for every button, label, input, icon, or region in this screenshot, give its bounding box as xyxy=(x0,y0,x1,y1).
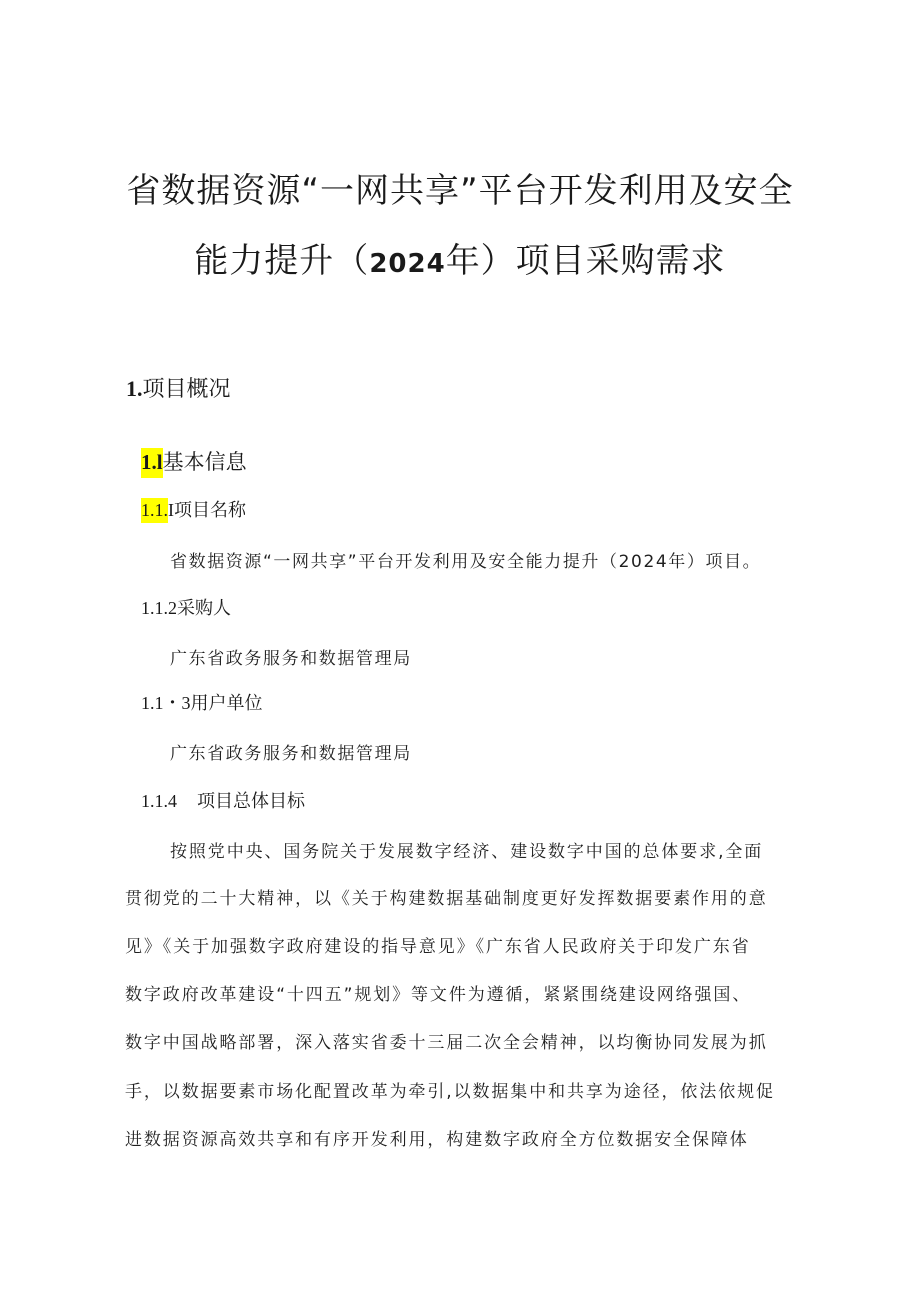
item-heading-1-1-3 xyxy=(141,689,263,715)
item-heading-1-1-4 xyxy=(141,787,305,813)
section-number: 1. xyxy=(126,376,143,401)
item-number-suffix: I xyxy=(168,500,174,520)
document-title-line-1 xyxy=(0,163,920,212)
highlighted-item-number: 1.1. xyxy=(141,498,168,523)
item-label: 项目名称 xyxy=(174,500,246,521)
paragraph-line: 数字中国战略部署，深入落实省委十三届二次全会精神，以均衡协同发展为抓 xyxy=(125,1033,768,1053)
item-content-project-name: 省数据资源“一网共享”平台开发利用及安全能力提升（2024年）项目。 xyxy=(170,552,762,572)
paragraph-line: 贯彻党的二十大精神，以《关于构建数据基础制度更好发挥数据要素作用的意 xyxy=(125,889,768,909)
item-heading-1-1-2 xyxy=(141,594,231,620)
section-label: 项目概况 xyxy=(142,377,231,402)
section-heading-1 xyxy=(126,372,231,403)
item-content-user-unit: 广东省政务服务和数据管理局 xyxy=(170,744,412,764)
title-text-2a: 能力提升（ xyxy=(194,241,370,281)
title-year: 2024 xyxy=(369,249,446,279)
paragraph-line: 数字政府改革建设“十四五”规划》等文件为遵循，紧紧围绕建设网络强国、 xyxy=(125,985,752,1005)
title-text-2b: 年）项目采购需求 xyxy=(445,241,726,281)
item-number: 1.1・3 xyxy=(141,693,191,713)
title-text-1: 省数据资源“一网共享”平台开发利用及安全 xyxy=(126,171,794,211)
item-number: 1.1.2 xyxy=(141,598,177,618)
subsection-label: 基本信息 xyxy=(162,450,247,474)
paragraph-line: 见》《关于加强数字政府建设的指导意见》《广东省人民政府关于印发广东省 xyxy=(125,937,751,957)
paragraph-line: 进数据资源高效共享和有序开发利用，构建数字政府全方位数据安全保障体 xyxy=(125,1130,749,1150)
subsection-heading-1-1 xyxy=(141,446,247,476)
item-heading-1-1-1 xyxy=(141,496,246,522)
item-content-purchaser: 广东省政务服务和数据管理局 xyxy=(170,649,412,669)
paragraph-line: 按照党中央、国务院关于发展数字经济、建设数字中国的总体要求,全面 xyxy=(170,842,764,862)
document-title-line-2 xyxy=(0,233,920,282)
paragraph-line: 手，以数据要素市场化配置改革为牵引,以数据集中和共享为途径，依法依规促 xyxy=(125,1082,775,1102)
item-label: 用户单位 xyxy=(190,693,263,714)
item-number: 1.1.4 xyxy=(141,791,177,811)
highlighted-section-number: 1.l xyxy=(141,448,163,478)
item-label: 采购人 xyxy=(177,598,231,619)
item-label: 项目总体目标 xyxy=(197,791,305,812)
